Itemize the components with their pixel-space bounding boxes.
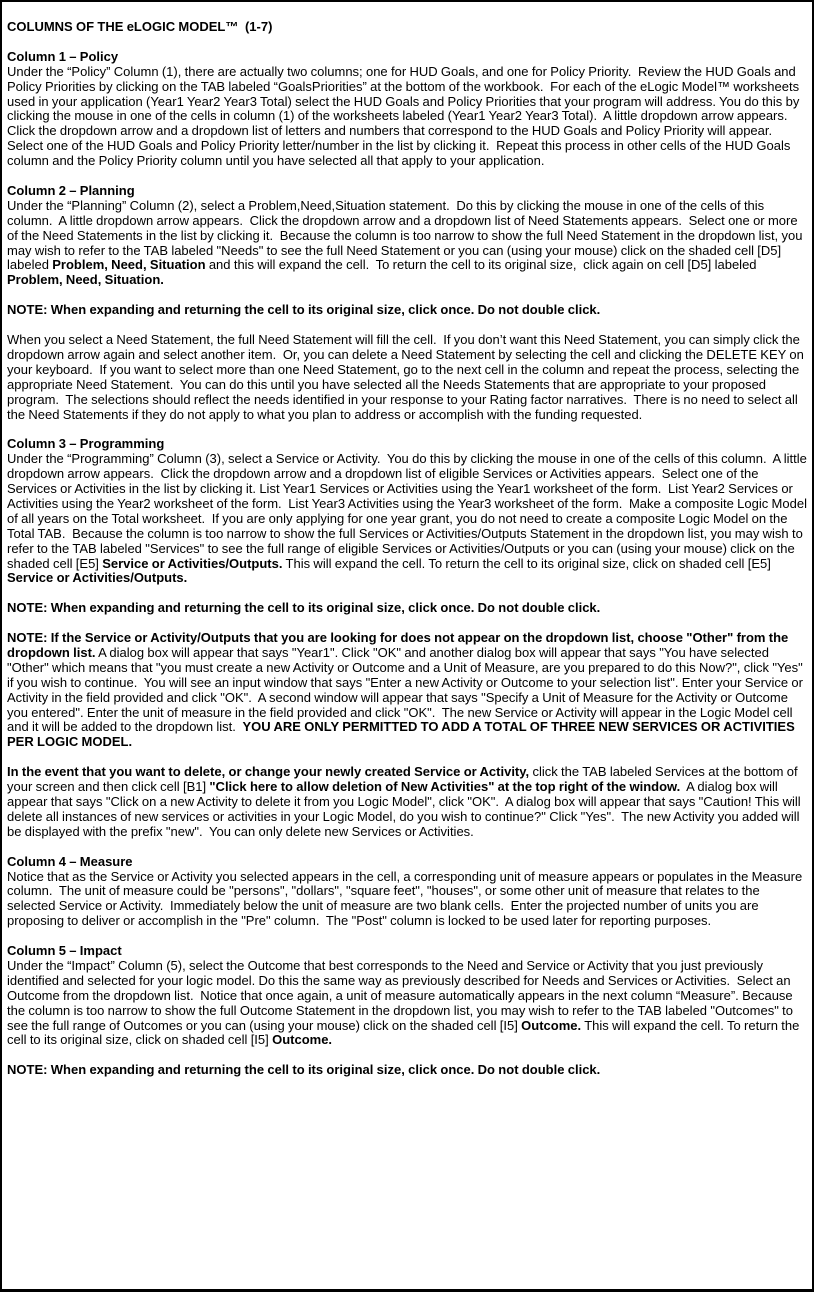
note-line [7, 601, 808, 616]
bold-text-run: NOTE: If the Service or Activity/Outputs that you are looking for does not appear on the dropdown list, choose "Other" from the dropdown list. [7, 630, 792, 660]
text-run: Notice that as the Service or Activity you selected appears in the cell, a corresponding unit of measure appears or populates in the Measure column. The unit of measure could be "persons", "dollars", "square feet", "houses", or some other unit of measure that relates to the selected Service or Activity. Immediately below the unit of measure are two blank cells. Enter the projected number of units you are proposing to deliver or accomplish in the "Pre" column. The "Post" column is locked to be used later for reporting purposes. [7, 868, 806, 929]
paragraph [7, 631, 808, 750]
text-run: This will expand the cell. To return the cell to its original size, click on shaded cell [I5] [7, 1017, 803, 1048]
bold-text-run: Problem, Need, Situation [52, 257, 206, 273]
text-run: This will expand the cell. To return the cell to its original size, click on shaded cell [E5] [282, 555, 775, 571]
bold-text-run: Service or Activities/Outputs. [7, 570, 188, 586]
bold-text-run: In the event that you want to delete, or change your newly created Service or Activity, [7, 764, 530, 780]
document-body [7, 19, 811, 1078]
text-run: A dialog box will appear that says "Click on a new Activity to delete it from you Logic Model", click "OK". A dialog box will appear that says "Caution! This will delete all instances of new services or activities in your Logic Model, do you wish to continue?" Click "Yes". The new Activity you added will be displayed with the prefix "new". You can only delete new Services or Activities. [7, 779, 804, 839]
section-heading [7, 50, 808, 65]
bold-text-run: YOU ARE ONLY PERMITTED TO ADD A TOTAL OF THREE NEW SERVICES OR ACTIVITIES PER LOGIC MODEL. [7, 719, 799, 750]
paragraph [7, 959, 808, 1048]
bold-text-run: Column 1 – Policy [7, 48, 119, 64]
bold-text-run: Problem, Need, Situation. [7, 272, 164, 288]
paragraph [7, 451, 811, 586]
bold-text-run: Service or Activities/Outputs. [102, 555, 283, 571]
paragraph [7, 65, 808, 169]
bold-text-run: Outcome. [272, 1032, 333, 1048]
bold-text-run: Column 5 – Impact [7, 943, 122, 959]
section-heading [7, 437, 808, 452]
paragraph [7, 199, 808, 288]
note-line [7, 1063, 808, 1078]
text-run: and this will expand the cell. To return the cell to its original size, click again on cell [D5] labeled [205, 257, 760, 273]
note-line [7, 303, 808, 318]
paragraph [7, 765, 808, 840]
paragraph [7, 333, 808, 422]
bold-text-run: COLUMNS OF THE eLOGIC MODEL™ (1-7) [7, 19, 273, 34]
paragraph [7, 870, 808, 930]
bold-text-run: Column 4 – Measure [7, 853, 133, 869]
bold-text-run: Outcome. [521, 1017, 582, 1033]
bold-text-run: NOTE: When expanding and returning the cell to its original size, click once. Do not double click. [7, 600, 601, 616]
section-heading [7, 855, 808, 870]
text-run: Under the “Policy” Column (1), there are actually two columns; one for HUD Goals, and one for Policy Priority. Review the HUD Goals and Policy Priorities by clicking on the TAB labeled “GoalsPriorities” at the bottom of the workbook. For each of the eLogic Model™ worksheets used in your application (Year1 Year2 Year3 Total) select the HUD Goals and Policy Priorities that your program will address. You do this by clicking the mouse in one of the cells in column (1) of the worksheets labeled (Year1 Year2 Year3 Total). A little dropdown arrow appears. Click the dropdown arrow and a dropdown list of letters and numbers that correspond to the HUD Goals and Policy Priority will appear. Select one of the HUD Goals and Policy Priority letter/number in the list by clicking it. Repeat this process in other cells of the HUD Goals column and the Policy Priority column until you have selected all that apply to your application. [7, 63, 803, 169]
text-run: Under the “Programming” Column (3), select a Service or Activity. You do this by clicking the mouse in one of the cells of this column. A little dropdown arrow appears. Click the dropdown arrow and a dropdown list of eligible Services or Activities appears. Select one of the Services or Activities in the list by clicking it. List Year1 Services or Activities using the Year1 worksheet of the form. List Year2 Services or Activities using the Year2 worksheet of the form. List Year3 Activities using the Year3 worksheet of the form. Make a composite Logic Model of all years on the Total worksheet. If you are only applying for one year grant, you do not need to create a composite Logic Model on the Total TAB. Because the column is too narrow to show the full Services or Activities/Outputs Statement in the dropdown list, you may wish to refer to the TAB labeled "Services" to see the full range of eligible Services or Activities/Outputs or you can (using your mouse) click on the shaded cell [E5] [7, 451, 811, 571]
text-run: click the TAB labeled Services at the bottom of your screen and then click cell [B1] [7, 764, 801, 795]
bold-text-run: NOTE: When expanding and returning the cell to its original size, click once. Do not double click. [7, 302, 601, 318]
section-heading [7, 184, 808, 199]
text-run: A dialog box will appear that says "Year1". Click "OK" and another dialog box will appear that says "You have selected "Other" which means that "you must create a new Activity or Outcome and a Unit of Measure, are you prepared to do this Now?", click "Yes" if you wish to continue. You will see an input window that says "Enter a new Activity or Outcome to your selection list". Enter your Service or Activity in the field provided and click "OK". A second window will appear that says "Specify a Unit of Measure for the Activity or Outcome you entered". Enter the unit of measure in the field provided and click "OK". The new Service or Activity will appear in the Logic Model cell and it will be added to the dropdown list. [7, 644, 807, 735]
text-run: Under the “Impact” Column (5), select the Outcome that best corresponds to the Need and Service or Activity that you just previously identified and selected for your logic model. Do this the same way as previously described for Needs and Services or Activities. Select an Outcome from the dropdown list. Notice that once again, a unit of measure automatically appears in the next column “Measure”. Because the column is too narrow to show the full Outcome Statement in the dropdown list, you may wish to refer to the TAB labeled "Outcomes" to see the full range of Outcomes or you can (using your mouse) click on the shaded cell [I5] [7, 957, 797, 1033]
document-title [7, 20, 808, 35]
bold-text-run: NOTE: When expanding and returning the cell to its original size, click once. Do not double click. [7, 1062, 601, 1078]
text-run: Under the “Planning” Column (2), select a Problem,Need,Situation statement. Do this by clicking the mouse in one of the cells of this column. A little dropdown arrow appears. Click the dropdown arrow and a dropdown list of Need Statements appears. Select one or more of the Need Statements in the list by clicking it. Because the column is too narrow to show the full Need Statement in the dropdown list, you may wish to refer to the TAB labeled "Needs" to see the full Need Statement or you can (using your mouse) click on the shaded cell [D5] labeled [7, 197, 806, 273]
bold-text-run: "Click here to allow deletion of New Activities" at the top right of the window. [209, 779, 681, 795]
text-run: When you select a Need Statement, the full Need Statement will fill the cell. If you don’t want this Need Statement, you can simply click the dropdown arrow again and select another item. Or, you can delete a Need Statement by selecting the cell and clicking the DELETE KEY on your keyboard. If you want to select more than one Need Statement, go to the next cell in the column and repeat the process, selecting the appropriate Need Statement. You can do this until you have selected all the Needs Statements that are appropriate to your proposed program. The selections should reflect the needs identified in your response to your Rating factor narratives. There is no need to select all the Need Statements if they do not apply to what you plan to address or accomplish with the funding requested. [7, 331, 808, 422]
section-heading [7, 944, 808, 959]
bold-text-run: Column 3 – Programming [7, 436, 165, 452]
bold-text-run: Column 2 – Planning [7, 182, 135, 198]
